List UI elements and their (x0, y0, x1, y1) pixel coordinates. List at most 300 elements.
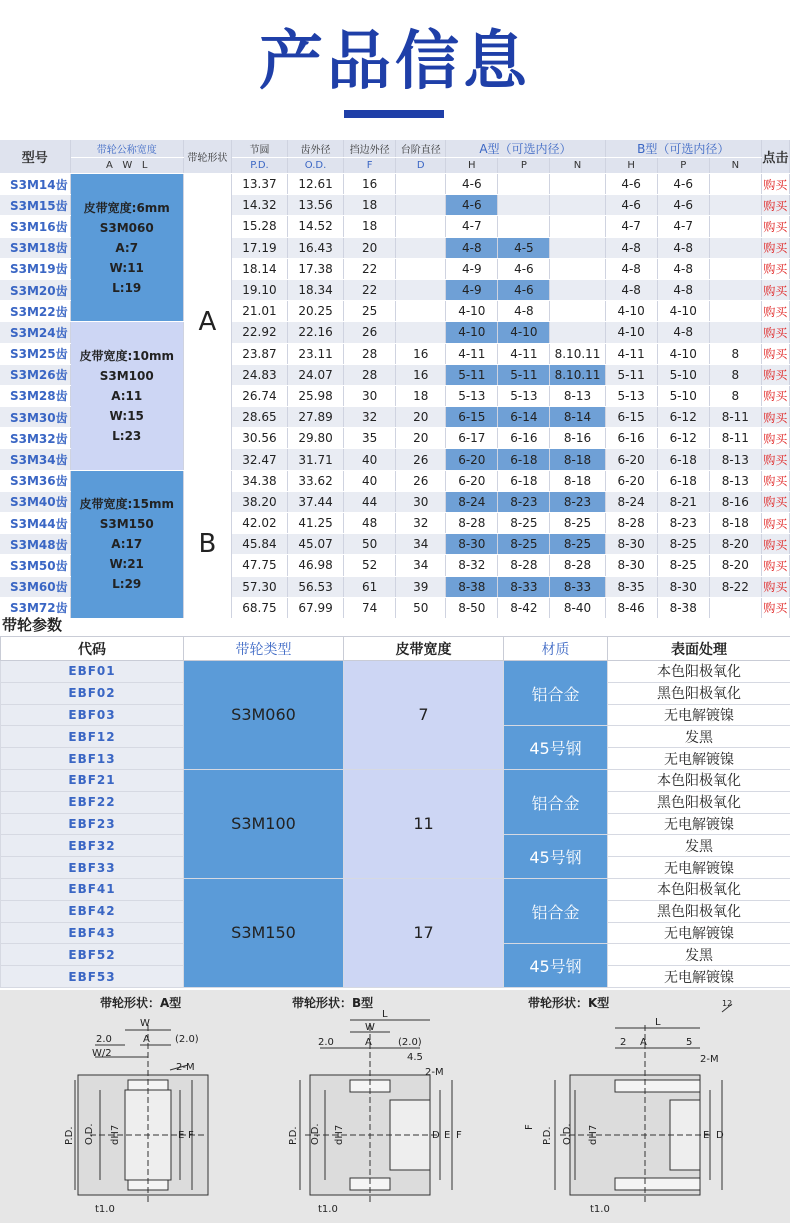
model-cell: S3M25齿 (0, 343, 70, 364)
width-cell: 7 (344, 661, 504, 770)
buy-link[interactable]: 购买 (761, 343, 789, 364)
col-ah: H (446, 158, 498, 174)
pd-cell: 21.01 (231, 301, 287, 322)
belt-group-line: S3M150 (99, 517, 154, 532)
surface-cell: 无电解镀镍 (608, 922, 790, 944)
code-cell: EBF13 (1, 748, 184, 770)
a-an-cell (550, 279, 605, 300)
a-ah-cell: 4-6 (446, 195, 498, 216)
od-cell: 31.71 (288, 449, 344, 470)
type-cell: S3M060 (184, 661, 344, 770)
drawing-k (555, 1004, 732, 1205)
a-an-cell: 8-28 (550, 555, 605, 576)
model-cell: S3M18齿 (0, 237, 70, 258)
f-cell: 35 (344, 428, 396, 449)
pd-cell: 17.19 (231, 237, 287, 258)
b-bp-cell: 4-7 (657, 216, 709, 237)
code-cell: EBF21 (1, 769, 184, 791)
a-an-cell: 8.10.11 (550, 364, 605, 385)
pd-cell: 24.83 (231, 364, 287, 385)
f-cell: 32 (344, 407, 396, 428)
b-bn-cell: 8-18 (709, 513, 761, 534)
col-bp: P (657, 158, 709, 174)
belt-group-line: W:11 (109, 260, 144, 275)
b-bp-cell: 4-6 (657, 195, 709, 216)
a-ap-cell: 8-25 (498, 534, 550, 555)
od-cell: 27.89 (288, 407, 344, 428)
model-cell: S3M15齿 (0, 195, 70, 216)
b-bn-cell (709, 174, 761, 195)
a-ap-cell: 5-13 (498, 385, 550, 406)
table-row (1, 661, 790, 683)
surface-cell: 本色阳极氧化 (608, 878, 790, 900)
pd-cell: 22.92 (231, 322, 287, 343)
dim-a-f: F (188, 1130, 194, 1141)
pd-cell: 13.37 (231, 174, 287, 195)
a-ap-cell: 8-23 (498, 491, 550, 512)
dim-k-d: D (716, 1130, 724, 1141)
f-cell: 50 (344, 534, 396, 555)
b-bn-cell (709, 301, 761, 322)
buy-link[interactable]: 购买 (761, 555, 789, 576)
pd-cell: 18.14 (231, 258, 287, 279)
b-bh-cell: 8-35 (605, 576, 657, 597)
d-cell: 34 (396, 534, 446, 555)
a-ah-cell: 6-20 (446, 449, 498, 470)
a-ah-cell: 5-11 (446, 364, 498, 385)
b-bn-cell: 8-16 (709, 491, 761, 512)
pd-cell: 32.47 (231, 449, 287, 470)
b-bp-cell: 8-25 (657, 555, 709, 576)
d-cell (396, 237, 446, 258)
dim-b-m: 2-M (425, 1067, 444, 1078)
shape-cell: A (183, 174, 231, 471)
a-ah-cell: 4-11 (446, 343, 498, 364)
od-cell: 16.43 (288, 237, 344, 258)
dim-k-od: O.D. (562, 1123, 573, 1145)
b-bp-cell: 8-30 (657, 576, 709, 597)
belt-group-cell (70, 322, 183, 470)
d-cell: 39 (396, 576, 446, 597)
d-cell (396, 195, 446, 216)
table-row (0, 322, 790, 343)
a-ah-cell: 6-15 (446, 407, 498, 428)
od-cell: 24.07 (288, 364, 344, 385)
surface-cell: 黑色阳极氧化 (608, 682, 790, 704)
dim-a-2: 2.0 (96, 1034, 112, 1045)
f-cell: 28 (344, 364, 396, 385)
model-cell: S3M44齿 (0, 513, 70, 534)
pd-cell: 34.38 (231, 470, 287, 491)
b-bn-cell (709, 258, 761, 279)
b-bp-cell: 4-8 (657, 258, 709, 279)
model-cell: S3M16齿 (0, 216, 70, 237)
col-shape: 带轮形状 (183, 140, 231, 174)
code-cell: EBF23 (1, 813, 184, 835)
f-cell: 74 (344, 597, 396, 618)
material-cell: 铝合金 (504, 661, 608, 726)
a-an-cell: 8.10.11 (550, 343, 605, 364)
shape-cell: B (183, 470, 231, 618)
d-cell: 16 (396, 343, 446, 364)
a-ap-cell: 5-11 (498, 364, 550, 385)
pd-cell: 14.32 (231, 195, 287, 216)
code-cell: EBF41 (1, 878, 184, 900)
a-an-cell (550, 216, 605, 237)
buy-link[interactable]: 购买 (761, 195, 789, 216)
surface-cell: 黑色阳极氧化 (608, 900, 790, 922)
material-cell: 45号钢 (504, 726, 608, 770)
b-bp-cell: 4-8 (657, 279, 709, 300)
surface-cell: 无电解镀镍 (608, 857, 790, 879)
dim-b-l: L (382, 1009, 388, 1020)
d-cell: 30 (396, 491, 446, 512)
f-cell: 52 (344, 555, 396, 576)
buy-link[interactable]: 购买 (761, 597, 789, 618)
section-title: 带轮参数 (2, 616, 63, 634)
a-ah-cell: 4-8 (446, 237, 498, 258)
buy-link[interactable]: 购买 (761, 407, 789, 428)
col-b-type: B型（可选内径） (605, 140, 761, 158)
d-cell (396, 279, 446, 300)
b-bp-cell: 5-10 (657, 364, 709, 385)
buy-link[interactable]: 购买 (761, 216, 789, 237)
a-an-cell: 8-16 (550, 428, 605, 449)
col-buy: 点击 (761, 140, 789, 174)
model-cell: S3M22齿 (0, 301, 70, 322)
dim-b-w: W (365, 1022, 375, 1033)
pulley-param-table (0, 636, 790, 988)
f-cell: 18 (344, 195, 396, 216)
belt-group-line: A:11 (111, 388, 143, 403)
b-bh-cell: 4-10 (605, 322, 657, 343)
code-cell: EBF12 (1, 726, 184, 748)
title-underline (344, 110, 444, 118)
col-width: 皮带宽度 (344, 637, 504, 661)
a-ap-cell: 4-6 (498, 279, 550, 300)
belt-group-line: 皮带宽度:6mm (83, 200, 170, 215)
model-cell: S3M19齿 (0, 258, 70, 279)
a-ah-cell: 8-38 (446, 576, 498, 597)
a-ap-cell (498, 216, 550, 237)
buy-link[interactable]: 购买 (761, 470, 789, 491)
dim-a-od: O.D. (84, 1123, 95, 1145)
col-material: 材质 (504, 637, 608, 661)
surface-cell: 黑色阳极氧化 (608, 791, 790, 813)
code-cell: EBF42 (1, 900, 184, 922)
b-bn-cell: 8-11 (709, 407, 761, 428)
b-bp-cell: 6-12 (657, 407, 709, 428)
od-cell: 14.52 (288, 216, 344, 237)
belt-group-line: 皮带宽度:15mm (79, 497, 174, 512)
belt-group-line: W:15 (109, 408, 144, 423)
od-cell: 25.98 (288, 385, 344, 406)
a-an-cell: 8-14 (550, 407, 605, 428)
belt-group-line: W:21 (109, 557, 144, 572)
a-an-cell (550, 195, 605, 216)
b-bp-cell: 4-6 (657, 174, 709, 195)
od-cell: 46.98 (288, 555, 344, 576)
buy-link[interactable]: 购买 (761, 237, 789, 258)
surface-cell: 本色阳极氧化 (608, 769, 790, 791)
belt-group-line: S3M100 (99, 368, 154, 383)
dim-k-5: 5 (686, 1037, 693, 1048)
pd-cell: 68.75 (231, 597, 287, 618)
buy-link[interactable]: 购买 (761, 513, 789, 534)
od-cell: 56.53 (288, 576, 344, 597)
a-an-cell (550, 322, 605, 343)
a-an-cell: 8-33 (550, 576, 605, 597)
od-cell: 17.38 (288, 258, 344, 279)
dim-b-pd: P.D. (288, 1126, 299, 1145)
b-bn-cell (709, 237, 761, 258)
buy-link[interactable]: 购买 (761, 279, 789, 300)
a-ah-cell: 8-28 (446, 513, 498, 534)
code-cell: EBF02 (1, 682, 184, 704)
surface-cell: 无电解镀镍 (608, 813, 790, 835)
b-bh-cell: 4-8 (605, 258, 657, 279)
b-bp-cell: 4-10 (657, 343, 709, 364)
model-cell: S3M32齿 (0, 428, 70, 449)
dim-a-2p: (2.0) (175, 1034, 199, 1045)
model-cell: S3M40齿 (0, 491, 70, 512)
col-awl (70, 158, 183, 174)
pd-cell: 15.28 (231, 216, 287, 237)
belt-group-line: S3M060 (99, 220, 154, 235)
table-row (0, 174, 790, 195)
d-cell: 34 (396, 555, 446, 576)
a-ah-cell: 4-7 (446, 216, 498, 237)
d-cell (396, 301, 446, 322)
b-bn-cell (709, 195, 761, 216)
d-cell: 18 (396, 385, 446, 406)
d-cell: 16 (396, 364, 446, 385)
a-ap-cell (498, 174, 550, 195)
f-cell: 22 (344, 279, 396, 300)
dim-b-t: t1.0 (318, 1204, 338, 1215)
code-cell: EBF03 (1, 704, 184, 726)
dim-b-45: 4.5 (407, 1052, 423, 1063)
col-type: 带轮类型 (184, 637, 344, 661)
b-bh-cell: 6-15 (605, 407, 657, 428)
col-a: A (106, 160, 113, 171)
b-bn-cell: 8-13 (709, 449, 761, 470)
b-bn-cell: 8 (709, 364, 761, 385)
dim-k-e: E (703, 1130, 710, 1141)
model-cell: S3M26齿 (0, 364, 70, 385)
d-cell: 26 (396, 449, 446, 470)
pd-cell: 23.87 (231, 343, 287, 364)
drawing-label-k: 带轮形状：K型 (528, 996, 610, 1010)
b-bn-cell: 8-20 (709, 555, 761, 576)
d-cell: 20 (396, 428, 446, 449)
b-bh-cell: 8-46 (605, 597, 657, 618)
b-bp-cell: 6-12 (657, 428, 709, 449)
pd-cell: 19.10 (231, 279, 287, 300)
hero-header (0, 0, 790, 138)
a-ap-cell (498, 195, 550, 216)
b-bn-cell: 8-22 (709, 576, 761, 597)
dim-a-w2: W/2 (92, 1048, 112, 1059)
buy-link[interactable]: 购买 (761, 174, 789, 195)
belt-group-cell (70, 174, 183, 322)
b-bp-cell: 8-23 (657, 513, 709, 534)
od-cell: 20.25 (288, 301, 344, 322)
a-ah-cell: 4-9 (446, 258, 498, 279)
buy-link[interactable]: 购买 (761, 322, 789, 343)
dim-b-2p: (2.0) (398, 1037, 422, 1048)
a-ap-cell: 8-42 (498, 597, 550, 618)
table-row (1, 769, 790, 791)
code-cell: EBF01 (1, 661, 184, 683)
table-row (0, 470, 790, 491)
material-cell: 铝合金 (504, 878, 608, 943)
b-bh-cell: 8-28 (605, 513, 657, 534)
buy-link[interactable]: 购买 (761, 449, 789, 470)
b-bh-cell: 6-16 (605, 428, 657, 449)
dim-k-dh7: dH7 (588, 1124, 599, 1145)
b-bh-cell: 4-8 (605, 237, 657, 258)
dim-k-2: 2 (620, 1037, 627, 1048)
dim-k-pd: P.D. (542, 1126, 553, 1145)
f-cell: 61 (344, 576, 396, 597)
dim-a-t: t1.0 (95, 1204, 115, 1215)
b-bh-cell: 8-30 (605, 534, 657, 555)
a-ap-cell: 6-18 (498, 470, 550, 491)
col-ap: P (498, 158, 550, 174)
surface-cell: 本色阳极氧化 (608, 661, 790, 683)
dim-a-a: A (143, 1034, 150, 1045)
b-bp-cell: 8-25 (657, 534, 709, 555)
od-cell: 23.11 (288, 343, 344, 364)
b-bh-cell: 8-24 (605, 491, 657, 512)
dim-b-a: A (365, 1037, 372, 1048)
belt-group-line: A:7 (115, 240, 139, 255)
b-bh-cell: 4-10 (605, 301, 657, 322)
a-an-cell (550, 301, 605, 322)
dim-k-t: t1.0 (590, 1204, 610, 1215)
b-bp-cell: 6-18 (657, 449, 709, 470)
buy-link[interactable]: 购买 (761, 534, 789, 555)
buy-link[interactable]: 购买 (761, 491, 789, 512)
f-cell: 40 (344, 470, 396, 491)
a-an-cell (550, 237, 605, 258)
dim-b-e: E (444, 1130, 451, 1141)
col-od: 齿外径 (288, 140, 344, 158)
model-cell: S3M72齿 (0, 597, 70, 618)
buy-link[interactable]: 购买 (761, 428, 789, 449)
model-cell: S3M30齿 (0, 407, 70, 428)
dim-k-l: L (655, 1017, 661, 1028)
pd-cell: 47.75 (231, 555, 287, 576)
buy-link[interactable]: 购买 (761, 385, 789, 406)
b-bn-cell (709, 279, 761, 300)
a-ah-cell: 8-32 (446, 555, 498, 576)
pd-cell: 45.84 (231, 534, 287, 555)
a-ap-cell: 4-10 (498, 322, 550, 343)
buy-link[interactable]: 购买 (761, 258, 789, 279)
f-cell: 28 (344, 343, 396, 364)
dim-a-pd: P.D. (64, 1126, 75, 1145)
a-ah-cell: 8-30 (446, 534, 498, 555)
od-cell: 67.99 (288, 597, 344, 618)
b-bh-cell: 4-7 (605, 216, 657, 237)
b-bh-cell: 6-20 (605, 470, 657, 491)
a-ap-cell: 4-6 (498, 258, 550, 279)
f-cell: 44 (344, 491, 396, 512)
belt-group-cell (70, 470, 183, 618)
code-cell: EBF53 (1, 966, 184, 988)
od-cell: 41.25 (288, 513, 344, 534)
f-cell: 40 (344, 449, 396, 470)
drawings-svg (0, 990, 790, 1223)
col-step: 台阶直径 (396, 140, 446, 158)
a-ap-cell: 4-5 (498, 237, 550, 258)
d-cell (396, 174, 446, 195)
a-ah-cell: 6-20 (446, 470, 498, 491)
a-ah-cell: 8-24 (446, 491, 498, 512)
a-ap-cell: 6-16 (498, 428, 550, 449)
width-cell: 17 (344, 878, 504, 987)
buy-link[interactable]: 购买 (761, 364, 789, 385)
col-an: N (550, 158, 605, 174)
model-cell: S3M20齿 (0, 279, 70, 300)
f-cell: 25 (344, 301, 396, 322)
f-cell: 22 (344, 258, 396, 279)
a-ah-cell: 4-9 (446, 279, 498, 300)
a-ah-cell: 4-10 (446, 322, 498, 343)
buy-link[interactable]: 购买 (761, 301, 789, 322)
a-ap-cell: 6-14 (498, 407, 550, 428)
dim-k-a: A (640, 1037, 647, 1048)
od-cell: 29.80 (288, 428, 344, 449)
f-cell: 48 (344, 513, 396, 534)
drawing-label-a: 带轮形状：A型 (100, 996, 182, 1010)
d-cell (396, 216, 446, 237)
surface-cell: 无电解镀镍 (608, 704, 790, 726)
od-cell: 18.34 (288, 279, 344, 300)
dim-a-e: E (178, 1130, 185, 1141)
d-cell: 20 (396, 407, 446, 428)
surface-cell: 发黑 (608, 944, 790, 966)
pd-cell: 38.20 (231, 491, 287, 512)
b-bh-cell: 8-30 (605, 555, 657, 576)
model-cell: S3M50齿 (0, 555, 70, 576)
b-bn-cell: 8-11 (709, 428, 761, 449)
material-cell: 45号钢 (504, 835, 608, 879)
f-cell: 26 (344, 322, 396, 343)
b-bh-cell: 6-20 (605, 449, 657, 470)
surface-cell: 无电解镀镍 (608, 748, 790, 770)
buy-link[interactable]: 购买 (761, 576, 789, 597)
model-cell: S3M60齿 (0, 576, 70, 597)
type-cell: S3M100 (184, 769, 344, 878)
b-bn-cell (709, 597, 761, 618)
col-pitch: 节圆 (231, 140, 287, 158)
a-an-cell (550, 174, 605, 195)
a-ah-cell: 6-17 (446, 428, 498, 449)
col-bh: H (605, 158, 657, 174)
d-cell (396, 258, 446, 279)
col-model: 型号 (0, 140, 70, 174)
code-cell: EBF33 (1, 857, 184, 879)
model-cell: S3M48齿 (0, 534, 70, 555)
b-bp-cell: 4-8 (657, 237, 709, 258)
d-cell (396, 322, 446, 343)
surface-cell: 无电解镀镍 (608, 966, 790, 988)
col-bn: N (709, 158, 761, 174)
b-bp-cell: 8-38 (657, 597, 709, 618)
